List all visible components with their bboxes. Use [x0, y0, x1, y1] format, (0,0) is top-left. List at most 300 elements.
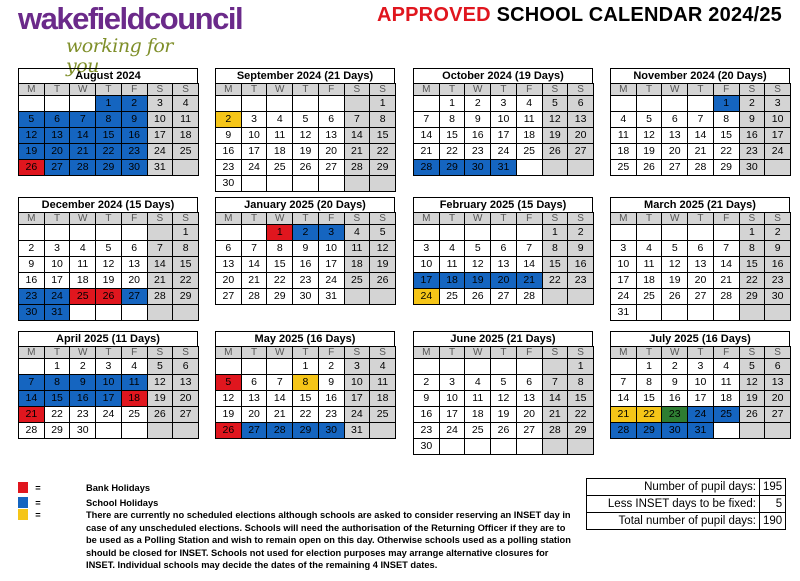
day-cell — [491, 225, 517, 241]
day-cell: 16 — [318, 391, 344, 407]
week-row — [414, 439, 594, 455]
day-cell: 26 — [96, 289, 122, 305]
day-cell: 27 — [491, 289, 517, 305]
weekday-header: S — [542, 213, 568, 225]
day-cell: 17 — [414, 273, 440, 289]
week-row — [19, 225, 199, 241]
day-cell: 6 — [216, 241, 242, 257]
day-cell: 8 — [370, 112, 396, 128]
day-cell: 9 — [414, 391, 440, 407]
weekday-header: M — [414, 213, 440, 225]
week-row — [414, 241, 594, 257]
legend-equals: = — [35, 510, 41, 520]
day-cell: 18 — [173, 128, 199, 144]
day-cell: 24 — [147, 144, 173, 160]
day-cell: 5 — [542, 96, 568, 112]
weekday-header: F — [713, 347, 739, 359]
day-cell: 17 — [765, 128, 791, 144]
day-cell: 25 — [465, 423, 491, 439]
day-cell — [173, 305, 199, 321]
day-cell: 25 — [370, 407, 396, 423]
day-cell: 30 — [414, 439, 440, 455]
day-cell: 1 — [713, 96, 739, 112]
day-cell: 10 — [688, 375, 714, 391]
day-cell: 20 — [318, 144, 344, 160]
month-title: February 2025 (15 Days) — [413, 197, 593, 212]
day-cell: 16 — [19, 273, 45, 289]
weekday-header: S — [344, 84, 370, 96]
day-cell — [739, 423, 765, 439]
day-cell: 19 — [739, 391, 765, 407]
day-cell: 19 — [542, 128, 568, 144]
day-cell: 15 — [96, 128, 122, 144]
day-cell: 9 — [293, 241, 319, 257]
month-title: August 2024 — [18, 68, 198, 83]
day-cell: 2 — [739, 96, 765, 112]
day-cell — [147, 225, 173, 241]
day-cell: 23 — [19, 289, 45, 305]
week-row — [414, 273, 594, 289]
day-cell — [414, 225, 440, 241]
day-cell: 12 — [216, 391, 242, 407]
day-cell: 16 — [465, 128, 491, 144]
day-cell: 28 — [19, 423, 45, 439]
day-cell: 18 — [611, 144, 637, 160]
day-cell: 22 — [542, 273, 568, 289]
day-cell — [96, 225, 122, 241]
day-cell: 21 — [147, 273, 173, 289]
weekday-header: S — [765, 347, 791, 359]
weekday-header: S — [568, 84, 594, 96]
day-cell: 21 — [267, 407, 293, 423]
day-cell: 17 — [688, 391, 714, 407]
week-row — [414, 407, 594, 423]
day-cell: 15 — [267, 257, 293, 273]
day-cell: 29 — [44, 423, 70, 439]
weekday-header: M — [19, 84, 45, 96]
weekday-header: M — [611, 213, 637, 225]
day-cell: 20 — [662, 144, 688, 160]
day-cell — [568, 289, 594, 305]
day-cell: 7 — [516, 241, 542, 257]
weekday-header: W — [465, 347, 491, 359]
day-cell: 6 — [765, 359, 791, 375]
weekday-header: S — [173, 213, 199, 225]
day-cell: 17 — [44, 273, 70, 289]
day-cell: 28 — [611, 423, 637, 439]
day-cell: 23 — [739, 144, 765, 160]
week-row — [19, 407, 199, 423]
week-row — [611, 375, 791, 391]
day-cell: 19 — [636, 144, 662, 160]
day-cell: 11 — [173, 112, 199, 128]
week-row — [19, 305, 199, 321]
week-row — [414, 160, 594, 176]
day-cell — [713, 305, 739, 321]
day-cell — [370, 289, 396, 305]
week-row — [611, 160, 791, 176]
day-cell: 6 — [491, 241, 517, 257]
day-cell: 3 — [344, 359, 370, 375]
day-cell: 4 — [713, 359, 739, 375]
week-row — [611, 257, 791, 273]
day-cell — [662, 305, 688, 321]
day-cell — [516, 439, 542, 455]
day-cell: 13 — [173, 375, 199, 391]
weekday-header: T — [688, 213, 714, 225]
day-cell: 1 — [636, 359, 662, 375]
week-row — [19, 160, 199, 176]
day-cell: 9 — [765, 241, 791, 257]
weekday-header: S — [344, 347, 370, 359]
day-cell: 25 — [611, 160, 637, 176]
day-cell: 10 — [439, 391, 465, 407]
week-row — [216, 225, 396, 241]
day-cell: 19 — [96, 273, 122, 289]
day-cell: 11 — [121, 375, 147, 391]
week-row — [216, 160, 396, 176]
day-cell: 8 — [636, 375, 662, 391]
weekday-header: M — [414, 84, 440, 96]
week-row — [611, 423, 791, 439]
day-cell: 29 — [739, 289, 765, 305]
weekday-header: S — [568, 213, 594, 225]
week-row — [19, 375, 199, 391]
day-cell: 24 — [44, 289, 70, 305]
day-cell: 16 — [662, 391, 688, 407]
day-cell: 21 — [611, 407, 637, 423]
day-cell: 9 — [121, 112, 147, 128]
day-cell: 17 — [96, 391, 122, 407]
day-cell: 20 — [516, 407, 542, 423]
day-cell: 1 — [568, 359, 594, 375]
weekday-header: T — [293, 84, 319, 96]
day-cell: 20 — [568, 128, 594, 144]
day-cell: 21 — [414, 144, 440, 160]
week-row — [414, 375, 594, 391]
day-cell: 12 — [96, 257, 122, 273]
week-row — [19, 144, 199, 160]
day-cell: 29 — [439, 160, 465, 176]
day-cell: 6 — [121, 241, 147, 257]
day-cell: 28 — [516, 289, 542, 305]
day-cell: 4 — [344, 225, 370, 241]
day-cell: 21 — [70, 144, 96, 160]
day-cell: 19 — [491, 407, 517, 423]
day-cell: 13 — [241, 391, 267, 407]
day-cell: 2 — [19, 241, 45, 257]
week-row — [611, 273, 791, 289]
logo-tagline: working for you — [66, 35, 173, 77]
weekday-header: M — [216, 347, 242, 359]
week-row — [216, 128, 396, 144]
day-cell: 13 — [688, 257, 714, 273]
day-cell: 20 — [44, 144, 70, 160]
day-cell — [414, 96, 440, 112]
weekday-header: T — [636, 213, 662, 225]
day-cell: 4 — [173, 96, 199, 112]
day-cell: 6 — [516, 375, 542, 391]
day-cell: 4 — [121, 359, 147, 375]
month-title: November 2024 (20 Days) — [610, 68, 790, 83]
week-row — [216, 112, 396, 128]
day-cell: 24 — [765, 144, 791, 160]
weekday-header: F — [318, 213, 344, 225]
day-cell — [636, 305, 662, 321]
day-cell — [611, 225, 637, 241]
day-cell: 26 — [542, 144, 568, 160]
day-cell: 1 — [96, 96, 122, 112]
day-cell: 11 — [439, 257, 465, 273]
weekday-header: T — [491, 347, 517, 359]
day-cell: 12 — [542, 112, 568, 128]
day-cell — [542, 439, 568, 455]
day-cell — [216, 96, 242, 112]
weekday-header: T — [688, 84, 714, 96]
day-cell: 24 — [241, 160, 267, 176]
day-cell: 11 — [344, 241, 370, 257]
day-cell: 10 — [765, 112, 791, 128]
day-cell: 20 — [216, 273, 242, 289]
day-cell — [465, 359, 491, 375]
day-cell: 17 — [611, 273, 637, 289]
day-cell: 6 — [173, 359, 199, 375]
day-cell — [465, 225, 491, 241]
day-cell — [121, 225, 147, 241]
day-cell: 2 — [765, 225, 791, 241]
day-cell: 2 — [121, 96, 147, 112]
pupil-days-summary — [586, 478, 786, 530]
weekday-header: S — [739, 84, 765, 96]
month-title: March 2025 (21 Days) — [610, 197, 790, 212]
day-cell: 8 — [173, 241, 199, 257]
day-cell — [70, 96, 96, 112]
day-cell: 14 — [542, 391, 568, 407]
day-cell: 31 — [44, 305, 70, 321]
day-cell — [439, 439, 465, 455]
day-cell: 26 — [491, 423, 517, 439]
week-row — [611, 305, 791, 321]
week-row — [414, 257, 594, 273]
week-row — [611, 144, 791, 160]
day-cell: 4 — [439, 241, 465, 257]
weekday-header: F — [516, 84, 542, 96]
month-calendar — [610, 331, 790, 439]
day-cell — [516, 225, 542, 241]
day-cell — [765, 423, 791, 439]
day-cell — [173, 160, 199, 176]
day-cell: 7 — [70, 112, 96, 128]
day-cell: 11 — [465, 391, 491, 407]
legend-school-holidays — [18, 497, 578, 510]
day-cell: 5 — [293, 112, 319, 128]
day-cell: 14 — [19, 391, 45, 407]
week-row — [216, 375, 396, 391]
day-cell — [121, 305, 147, 321]
day-cell: 29 — [293, 423, 319, 439]
week-row — [611, 96, 791, 112]
day-cell: 19 — [19, 144, 45, 160]
weekday-header: T — [293, 347, 319, 359]
day-cell: 31 — [611, 305, 637, 321]
day-cell: 8 — [267, 241, 293, 257]
week-row — [611, 112, 791, 128]
day-cell — [96, 423, 122, 439]
day-cell: 17 — [241, 144, 267, 160]
week-row — [216, 391, 396, 407]
day-cell: 1 — [293, 359, 319, 375]
day-cell: 22 — [267, 273, 293, 289]
weekday-header: W — [662, 84, 688, 96]
day-cell: 24 — [96, 407, 122, 423]
week-row — [216, 423, 396, 439]
day-cell: 3 — [414, 241, 440, 257]
day-cell — [713, 225, 739, 241]
day-cell: 8 — [293, 375, 319, 391]
day-cell — [370, 423, 396, 439]
day-cell — [19, 225, 45, 241]
day-cell — [713, 423, 739, 439]
weekday-header: T — [44, 347, 70, 359]
day-cell: 13 — [568, 112, 594, 128]
day-cell: 16 — [216, 144, 242, 160]
day-cell: 9 — [70, 375, 96, 391]
month-calendar — [413, 68, 593, 176]
week-row — [216, 176, 396, 192]
month-calendar — [215, 331, 395, 439]
day-cell: 5 — [465, 241, 491, 257]
weekday-header: F — [121, 84, 147, 96]
day-cell: 25 — [173, 144, 199, 160]
day-cell: 31 — [491, 160, 517, 176]
weekday-header: W — [70, 213, 96, 225]
day-cell: 15 — [542, 257, 568, 273]
day-cell — [147, 423, 173, 439]
weekday-header: F — [516, 213, 542, 225]
day-cell: 30 — [121, 160, 147, 176]
logo-brand — [18, 1, 243, 36]
week-row — [19, 241, 199, 257]
day-cell: 18 — [370, 391, 396, 407]
week-row — [414, 96, 594, 112]
day-cell: 19 — [216, 407, 242, 423]
day-cell: 18 — [465, 407, 491, 423]
week-row — [216, 273, 396, 289]
day-cell — [70, 225, 96, 241]
day-cell: 7 — [713, 241, 739, 257]
day-cell: 28 — [70, 160, 96, 176]
week-row — [19, 96, 199, 112]
week-row — [216, 257, 396, 273]
day-cell: 11 — [611, 128, 637, 144]
day-cell: 29 — [96, 160, 122, 176]
day-cell — [688, 96, 714, 112]
weekday-header: F — [713, 84, 739, 96]
weekday-header: F — [121, 347, 147, 359]
day-cell: 12 — [19, 128, 45, 144]
day-cell: 7 — [344, 112, 370, 128]
day-cell: 18 — [636, 273, 662, 289]
day-cell: 6 — [688, 241, 714, 257]
day-cell — [611, 96, 637, 112]
day-cell: 21 — [713, 273, 739, 289]
week-row — [216, 96, 396, 112]
day-cell: 11 — [516, 112, 542, 128]
weekday-header: W — [267, 347, 293, 359]
day-cell: 10 — [611, 257, 637, 273]
weekday-header: T — [241, 347, 267, 359]
day-cell: 15 — [439, 128, 465, 144]
weekday-header: S — [173, 347, 199, 359]
weekday-header: W — [70, 347, 96, 359]
week-row — [216, 359, 396, 375]
week-row — [216, 144, 396, 160]
day-cell: 12 — [739, 375, 765, 391]
day-cell: 1 — [439, 96, 465, 112]
stats-value: 190 — [760, 513, 786, 530]
day-cell: 23 — [216, 160, 242, 176]
day-cell: 3 — [96, 359, 122, 375]
day-cell — [344, 96, 370, 112]
day-cell: 23 — [70, 407, 96, 423]
month-calendar — [413, 197, 593, 305]
weekday-header: M — [414, 347, 440, 359]
day-cell: 30 — [739, 160, 765, 176]
week-row — [414, 112, 594, 128]
day-cell — [19, 96, 45, 112]
day-cell — [688, 225, 714, 241]
week-row — [216, 407, 396, 423]
day-cell: 26 — [370, 273, 396, 289]
weekday-header: S — [542, 84, 568, 96]
day-cell — [96, 305, 122, 321]
month-title: May 2025 (16 Days) — [215, 331, 395, 346]
weekday-header: M — [216, 213, 242, 225]
day-cell — [173, 423, 199, 439]
day-cell: 23 — [765, 273, 791, 289]
day-cell: 24 — [414, 289, 440, 305]
day-cell: 14 — [70, 128, 96, 144]
weekday-header: W — [662, 213, 688, 225]
day-cell: 23 — [662, 407, 688, 423]
day-cell — [439, 225, 465, 241]
day-cell: 29 — [568, 423, 594, 439]
day-cell: 25 — [516, 144, 542, 160]
day-cell: 7 — [688, 112, 714, 128]
day-cell: 27 — [765, 407, 791, 423]
month-calendar — [413, 331, 593, 455]
weekday-header: S — [370, 84, 396, 96]
day-cell: 5 — [636, 112, 662, 128]
month-calendar — [18, 68, 198, 176]
day-cell: 13 — [318, 128, 344, 144]
day-cell — [491, 359, 517, 375]
day-cell: 4 — [70, 241, 96, 257]
day-cell — [241, 176, 267, 192]
week-row — [611, 407, 791, 423]
weekday-header: F — [121, 213, 147, 225]
day-cell: 14 — [688, 128, 714, 144]
day-cell: 3 — [611, 241, 637, 257]
legend-equals: = — [35, 497, 41, 508]
day-cell: 3 — [491, 96, 517, 112]
stats-value: 5 — [760, 496, 786, 513]
day-cell: 30 — [465, 160, 491, 176]
weekday-header: T — [439, 213, 465, 225]
day-cell: 24 — [439, 423, 465, 439]
day-cell: 15 — [713, 128, 739, 144]
day-cell — [344, 289, 370, 305]
